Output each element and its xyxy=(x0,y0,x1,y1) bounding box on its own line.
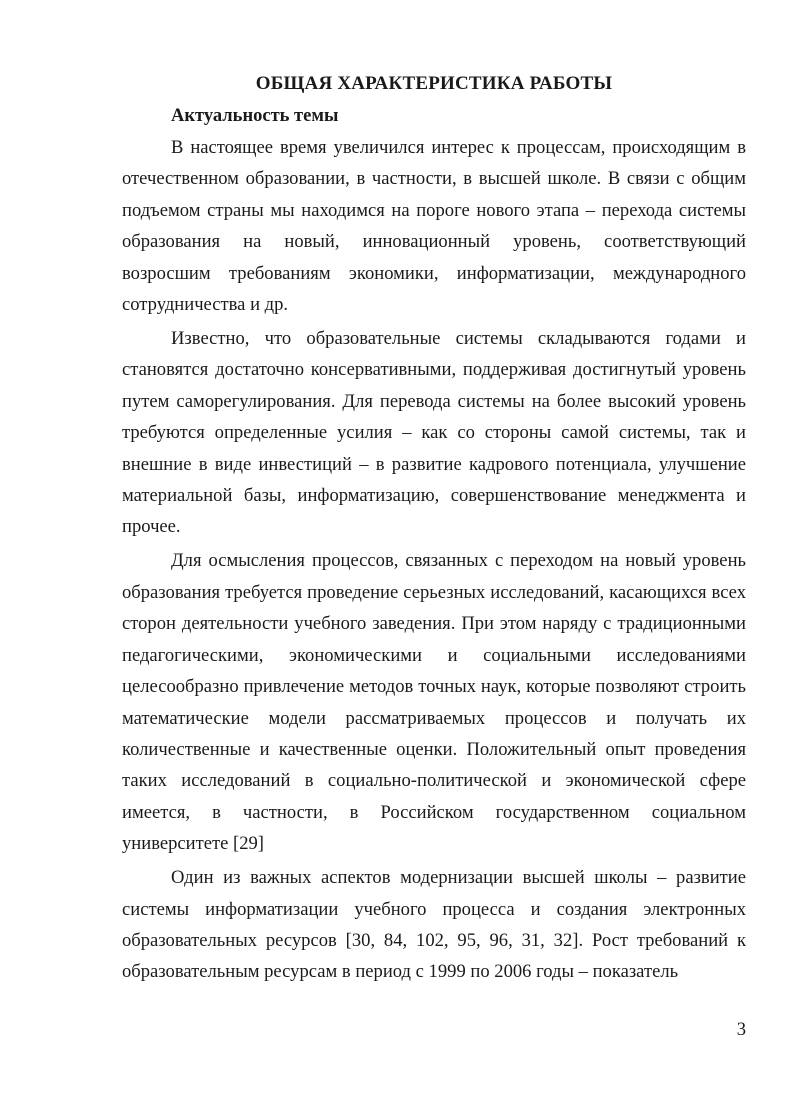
body-text xyxy=(122,132,746,990)
page-number: 3 xyxy=(736,1019,746,1040)
paragraph-4: Один из важных аспектов модернизации высшей школы – развитие системы информатизации учебного процесса и создания электронных образовательных ресурсов [30, 84, 102, 95, 96, 31, 32]. Рост требований к образовательным ресурсам в период с 1999 по 2006 годы – показатель xyxy=(122,867,746,983)
section-heading: Актуальность темы xyxy=(171,106,339,126)
paragraph-1: В настоящее время увеличился интерес к процессам, происходящим в отечественном образовании, в частности, в высшей школе. В связи с общим подъемом страны мы находимся на пороге нового этапа – перехода системы образования на новый, инновационный уровень, соответствующий возросшим требованиям экономики, информатизации, международного сотрудничества и др. xyxy=(122,137,746,316)
paragraph-3: Для осмысления процессов, связанных с переходом на новый уровень образования требуется проведение серьезных исследований, касающихся всех сторон деятельности учебного заведения. При этом наряду с традиционными педагогическими, экономическими и социальными исследованиями целесообразно привлечение методов точных наук, которые позволяют строить математические модели рассматриваемых процессов и получать их количественные и качественные оценки. Положительный опыт проведения таких исследований в социально-политической и экономической сфере имеется, в частности, в Российском государственном социальном университете [29] xyxy=(122,550,746,855)
paragraph-2: Известно, что образовательные системы складываются годами и становятся достаточно консервативными, поддерживая достигнутый уровень путем саморегулирования. Для перевода системы на более высокий уровень требуются определенные усилия – как со стороны самой системы, так и внешние в виде инвестиций – в развитие кадрового потенциала, улучшение материальной базы, информатизацию, совершенствование менеджмента и прочее. xyxy=(122,328,746,538)
document-title: ОБЩАЯ ХАРАКТЕРИСТИКА РАБОТЫ xyxy=(255,73,613,94)
